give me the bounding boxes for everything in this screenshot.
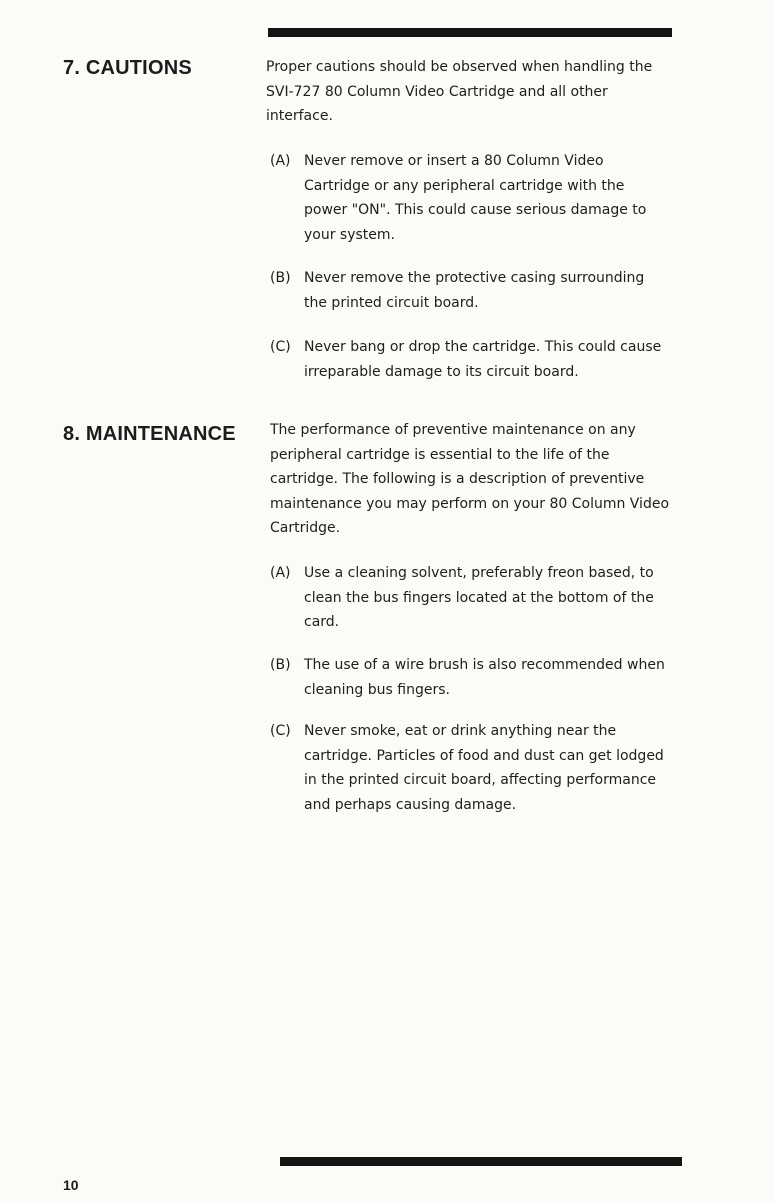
cautions-heading: 7. CAUTIONS [63, 57, 192, 79]
item-text: Never bang or drop the cartridge. This could cause irreparable damage to its circuit board. [304, 339, 662, 380]
maintenance-intro: The performance of preventive maintenance on any peripheral cartridge is essential to the life of the cartridge. The following is a description of preventive maintenance you may perform on your 80 Column Video Cartridge. [270, 422, 670, 536]
item-marker: (A) [270, 153, 291, 169]
caution-item-c [270, 335, 670, 384]
item-marker: (C) [270, 339, 291, 355]
maintenance-heading: 8. MAINTENANCE [63, 423, 236, 445]
caution-item-a [270, 149, 670, 247]
maintenance-item-c [270, 719, 670, 817]
item-text: The use of a wire brush is also recommended when cleaning bus fingers. [304, 657, 665, 698]
item-text: Never smoke, eat or drink anything near the cartridge. Particles of food and dust can get lodged in the printed circuit board, affecting performance and perhaps causing damage. [304, 723, 664, 813]
item-text: Use a cleaning solvent, preferably freon based, to clean the bus fingers located at the bottom of the card. [304, 565, 654, 630]
maintenance-item-b [270, 653, 670, 702]
item-text: Never remove the protective casing surrounding the printed circuit board. [304, 270, 645, 311]
caution-item-b [270, 266, 670, 315]
item-text: Never remove or insert a 80 Column Video Cartridge or any peripheral cartridge with the power "ON". This could cause serious damage to your system. [304, 153, 647, 243]
page-number: 10 [63, 1177, 79, 1193]
item-marker: (B) [270, 270, 291, 286]
maintenance-item-a [270, 561, 670, 635]
item-marker: (B) [270, 657, 291, 673]
bottom-rule [280, 1157, 682, 1166]
top-rule [268, 28, 672, 37]
item-marker: (C) [270, 723, 291, 739]
cautions-intro: Proper cautions should be observed when handling the SVI-727 80 Column Video Cartridge and all other interface. [266, 59, 653, 124]
item-marker: (A) [270, 565, 291, 581]
